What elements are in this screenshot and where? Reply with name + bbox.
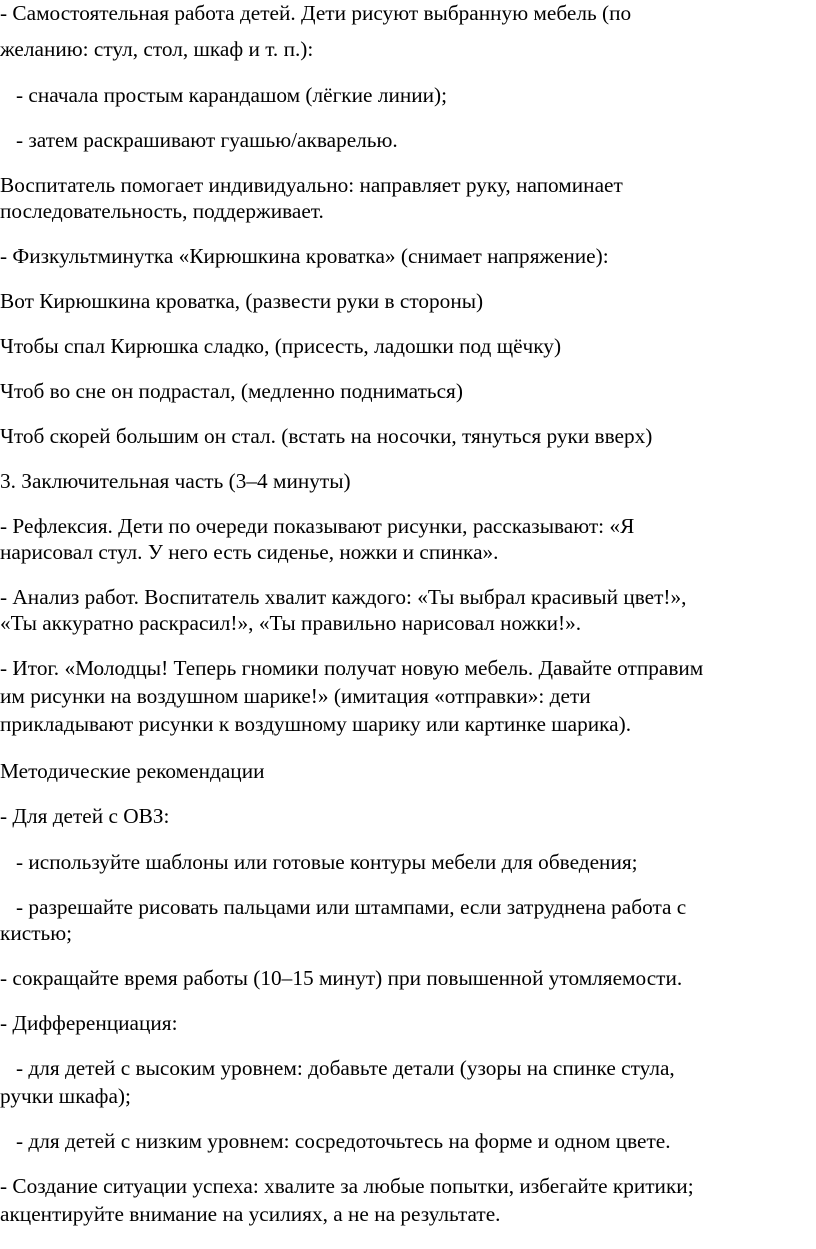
text-line: - Для детей с ОВЗ:	[0, 804, 170, 828]
text-line: - сокращайте время работы (10–15 минут) при повышенной утомляемости.	[0, 966, 683, 990]
text-line: - разрешайте рисовать пальцами или штампами, если затруднена работа с	[0, 895, 687, 919]
text-line: «Ты аккуратно раскрасил!», «Ты правильно нарисовал ножки!».	[0, 611, 582, 635]
text-line: - для детей с высоким уровнем: добавьте детали (узоры на спинке стула,	[0, 1056, 675, 1080]
text-line: акцентируйте внимание на усилиях, а не на результате.	[0, 1202, 501, 1226]
text-line: нарисовал стул. У него есть сиденье, ножки и спинка».	[0, 540, 499, 564]
text-line: кистью;	[0, 921, 73, 945]
text-line: желанию: стул, стол, шкаф и т. п.):	[0, 37, 314, 61]
text-line: ручки шкафа);	[0, 1084, 131, 1108]
text-line: - затем раскрашивают гуашью/акварелью.	[0, 128, 398, 152]
text-line: - сначала простым карандашом (лёгкие линии);	[0, 83, 448, 107]
text-line: Чтоб во сне он подрастал, (медленно подниматься)	[0, 379, 463, 403]
text-line: последовательность, поддерживает.	[0, 199, 324, 223]
text-line: Чтобы спал Кирюшка сладко, (присесть, ладошки под щёчку)	[0, 334, 562, 358]
text-line: прикладывают рисунки к воздушному шарику или картинке шарика).	[0, 712, 632, 736]
text-line: Чтоб скорей большим он стал. (встать на носочки, тянуться руки вверх)	[0, 424, 653, 448]
text-line: - Итог. «Молодцы! Теперь гномики получат новую мебель. Давайте отправим	[0, 656, 704, 680]
section-heading: 3. Заключительная часть (3–4 минуты)	[0, 469, 351, 493]
text-line: - Дифференциация:	[0, 1011, 178, 1035]
text-line: Воспитатель помогает индивидуально: направляет руку, напоминает	[0, 173, 623, 197]
text-line: - Самостоятельная работа детей. Дети рисуют выбранную мебель (по	[0, 1, 632, 25]
text-line: - Анализ работ. Воспитатель хвалит каждого: «Ты выбрал красивый цвет!»,	[0, 585, 687, 609]
text-line: - для детей с низким уровнем: сосредоточьтесь на форме и одном цвете.	[0, 1129, 671, 1153]
text-line: Вот Кирюшкина кроватка, (развести руки в стороны)	[0, 289, 484, 313]
text-line: им рисунки на воздушном шарике!» (имитация «отправки»: дети	[0, 684, 591, 708]
text-line: - используйте шаблоны или готовые контуры мебели для обведения;	[0, 850, 638, 874]
text-line: - Рефлексия. Дети по очереди показывают рисунки, рассказывают: «Я	[0, 514, 635, 538]
text-line: - Создание ситуации успеха: хвалите за любые попытки, избегайте критики;	[0, 1174, 694, 1198]
text-line: - Физкультминутка «Кирюшкина кроватка» (снимает напряжение):	[0, 244, 609, 268]
section-heading: Методические рекомендации	[0, 759, 265, 783]
